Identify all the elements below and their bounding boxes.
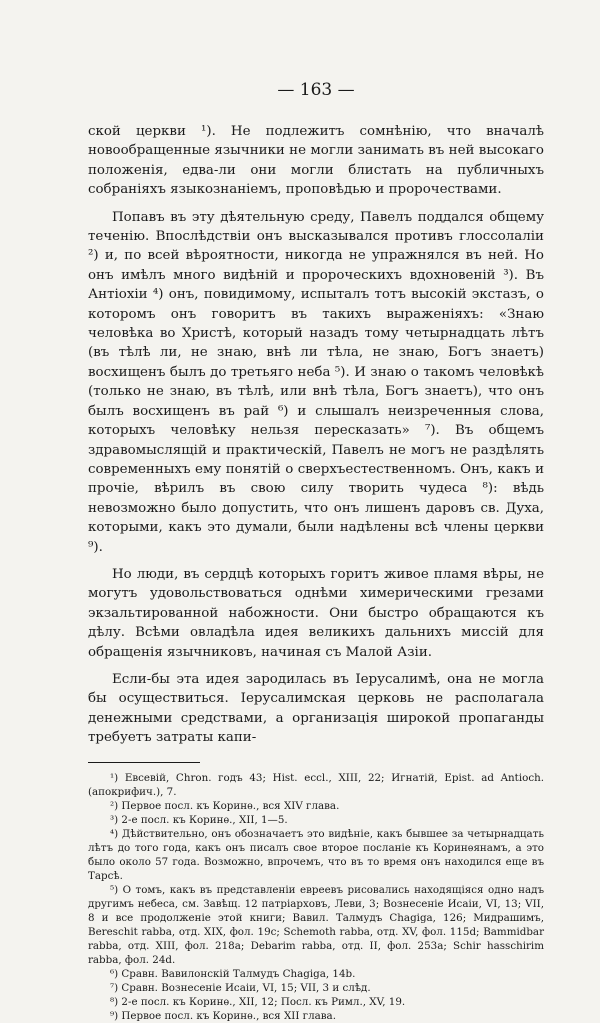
footnote-6: ⁶) Сравн. Вавилонскій Талмудъ Chagiga, 14b. — [110, 967, 356, 980]
footnotes — [88, 771, 544, 1023]
main-text — [88, 122, 544, 748]
footnote-2: ²) Первое посл. къ Коринѳ., вся XIV глава. — [110, 799, 340, 812]
paragraph-1: ской церкви ¹). Не подлежитъ сомнѣнію, что вначалѣ новообращенные язычники не могли занимать въ ней высокаго положенія, едва-ли они могли блистать на публичныхъ собраніяхъ языкознаніемъ, проповѣдью и пророчествами. — [88, 124, 544, 198]
paragraph-4: Если-бы эта идея зародилась въ Іерусалимѣ, она не могла бы осуществиться. Іерусалимская церковь не располагала денежными средствами, а организація широкой пропаганды требуетъ затраты капи- — [88, 671, 544, 746]
page-number: — 163 — — [277, 80, 355, 100]
footnote-9: ⁹) Первое посл. къ Коринѳ., вся XII глава. — [110, 1009, 336, 1022]
footnote-1: ¹) Евсевій, Chron. годъ 43; Hist. eccl., XIII, 22; Игнатій, Epist. ad Antioch. (апокрифич.), 7. — [88, 771, 544, 798]
book-page — [88, 80, 544, 1023]
footnote-3: ³) 2-е посл. къ Коринѳ., XII, 1—5. — [110, 813, 288, 826]
footnote-5: ⁵) О томъ, какъ въ представленіи евреевъ рисовались находящіяся одно надъ другимъ небеса, см. Завѣщ. 12 патріарховъ, Леви, 3; Вознесеніе Исаіи, VI, 13; VII, 8 и все продолженіе этой книги; Вавил. Талмудъ Chagiga, 126; Мидрашимъ, Bereschit rabba, отд. XIX, фол. 19c; Schemoth rabba, отд. XV, фол. 115d; Bammidbar rabba, отд. XIII, фол. 218a; Debarim rabba, отд. II, фол. 253a; Schir hasschirim rabba, фол. 24d. — [88, 883, 544, 966]
paragraph-2: Попавъ въ эту дѣятельную среду, Павелъ поддался общему теченію. Впослѣдствіи онъ высказывался противъ глоссолаліи ²) и, по всей вѣроятности, никогда не упражнялся въ ней. Но онъ имѣлъ много видѣній и пророческихъ вдохновеній ³). Въ Антіохіи ⁴) онъ, повидимому, испыталъ тотъ высокій экстазъ, о которомъ онъ говоритъ въ такихъ выраженіяхъ: «Знаю человѣка во Христѣ, который назадъ тому четырнадцать лѣтъ (въ тѣлѣ ли, не знаю, внѣ ли тѣла, не знаю, Богъ знаетъ) восхищенъ былъ до третьяго неба ⁵). И знаю о такомъ человѣкѣ (только не знаю, въ тѣлѣ, или внѣ тѣла, Богъ знаетъ), что онъ былъ восхищенъ въ рай ⁶) и слышалъ неизреченныя слова, которыхъ человѣку нельзя пересказать» ⁷). Въ общемъ здравомыслящій и практическій, Павелъ не могъ не раздѣлять современныхъ ему понятій о сверхъестественномъ. Онъ, какъ и прочіе, вѣрилъ въ свою силу творить чудеса ⁸): вѣдь невозможно было допустить, что онъ лишенъ даровъ св. Духа, которыми, какъ это думали, были надѣлены всѣ члены церкви ⁹). — [88, 209, 544, 555]
footnote-4: ⁴) Дѣйствительно, онъ обозначаетъ это видѣніе, какъ бывшее за четырнадцать лѣтъ до того года, какъ онъ писалъ свое второе посланіе къ Коринѳянамъ, а это было около 57 года. Возможно, впрочемъ, что въ то время онъ находился еще въ Тарсѣ. — [88, 827, 544, 882]
footnote-divider — [88, 762, 200, 763]
footnote-7: ⁷) Сравн. Вознесеніе Исаіи, VI, 15; VII, 3 и слѣд. — [110, 981, 371, 994]
footnote-8: ⁸) 2-е посл. къ Коринѳ., XII, 12; Посл. къ Римл., XV, 19. — [110, 995, 406, 1008]
paragraph-3: Но люди, въ сердцѣ которыхъ горитъ живое пламя вѣры, не могутъ удовольствоваться однѣми химерическими грезами экзальтированной набожности. Они быстро обращаются къ дѣлу. Всѣми овладѣла идея великихъ дальнихъ миссій для обращенія язычниковъ, начиная съ Малой Азіи. — [88, 566, 544, 660]
